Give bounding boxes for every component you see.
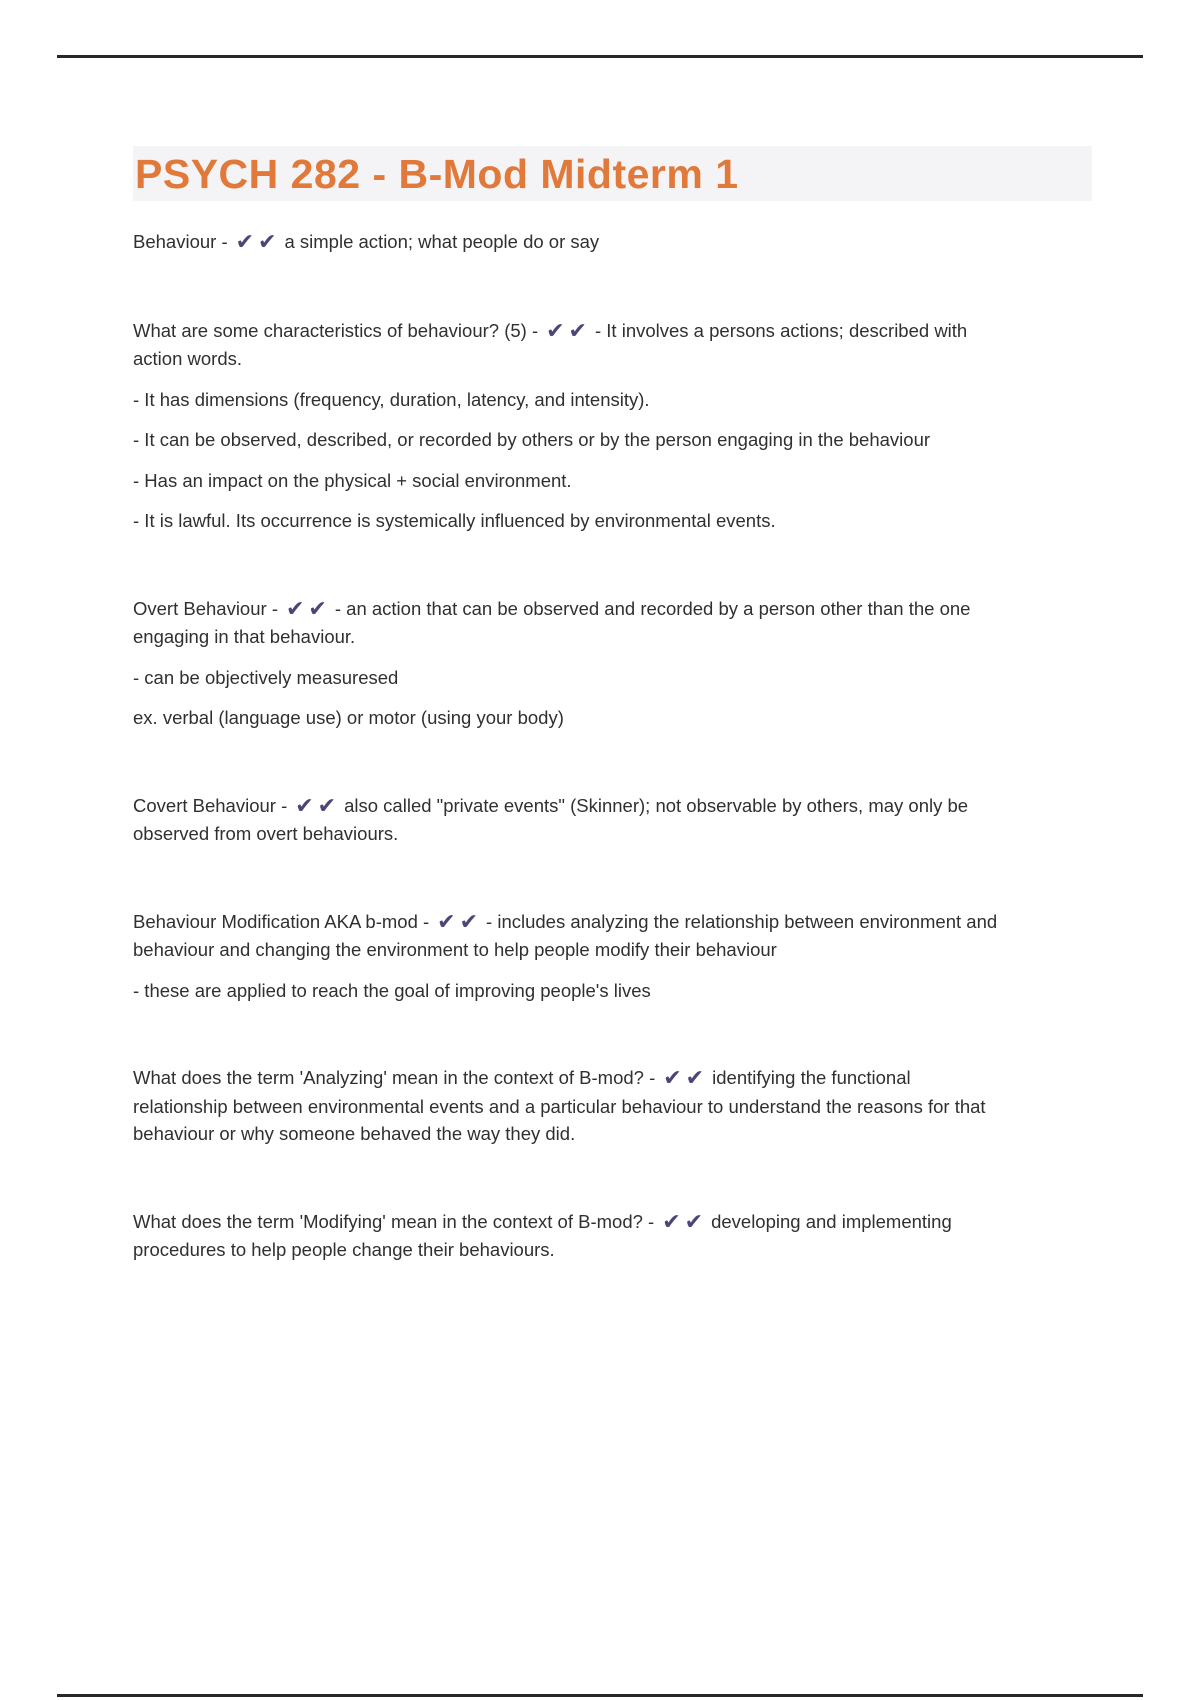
- answer-text: developing and implementing procedures to help people change their behaviours.: [133, 1210, 952, 1260]
- double-checkmark-icon: ✔✔: [662, 1209, 708, 1235]
- document-body: [133, 200, 1093, 1277]
- characteristic-item-dimensions: - It has dimensions (frequency, duration, latency, and intensity).: [133, 388, 650, 410]
- definition-text: - includes analyzing the relationship between environment and behaviour and changing the environment to help people modify their behaviour: [133, 910, 998, 960]
- double-checkmark-icon: ✔✔: [285, 596, 331, 622]
- flashcard-overt-behaviour: [133, 595, 1001, 651]
- term-text: Overt Behaviour -: [133, 597, 278, 619]
- question-text: What does the term 'Modifying' mean in the context of B-mod? -: [133, 1210, 655, 1232]
- definition-text: also called "private events" (Skinner); not observable by others, may only be observed from overt behaviours.: [133, 794, 969, 844]
- question-text: What does the term 'Analyzing' mean in the context of B-mod? -: [133, 1067, 656, 1088]
- double-checkmark-icon: ✔✔: [663, 1066, 709, 1091]
- characteristic-item-impact: - Has an impact on the physical + social environment.: [133, 469, 572, 491]
- flashcard-covert-behaviour: [133, 792, 1001, 848]
- flashcard-behaviour: [133, 228, 1001, 257]
- answer-text: identifying the functional relationship between environmental events and a particular behaviour to understand the reasons for that behaviour or why someone behaved the way they did.: [133, 1067, 986, 1144]
- title-bar: [133, 146, 1092, 201]
- bmod-note-goal: - these are applied to reach the goal of improving people's lives: [133, 979, 651, 1001]
- term-text: Covert Behaviour -: [133, 794, 288, 816]
- top-rule: [57, 55, 1143, 58]
- definition-text: a simple action; what people do or say: [284, 231, 600, 252]
- term-text: Behaviour -: [133, 231, 228, 252]
- term-text: Behaviour Modification AKA b-mod -: [133, 910, 430, 932]
- overt-note-measured: - can be objectively measuresed: [133, 666, 399, 688]
- double-checkmark-icon: ✔✔: [437, 909, 483, 935]
- flashcard-behaviour-modification: [133, 908, 1001, 964]
- bottom-rule: [57, 1694, 1143, 1697]
- characteristic-item-observed: - It can be observed, described, or recorded by others or by the person engaging in the behaviour: [133, 429, 931, 450]
- page-title: PSYCH 282 - B-Mod Midterm 1: [135, 151, 739, 197]
- definition-text: - an action that can be observed and recorded by a person other than the one engaging in that behaviour.: [133, 597, 971, 647]
- overt-example: ex. verbal (language use) or motor (using your body): [133, 707, 564, 728]
- double-checkmark-icon: ✔✔: [295, 793, 341, 819]
- question-text: What are some characteristics of behaviour? (5) -: [133, 319, 539, 341]
- answer-text: - It involves a persons actions; described with action words.: [133, 319, 968, 369]
- characteristic-item-lawful: - It is lawful. Its occurrence is systemically influenced by environmental events.: [133, 510, 776, 531]
- double-checkmark-icon: ✔✔: [235, 230, 281, 255]
- flashcard-characteristics: [133, 317, 1001, 373]
- flashcard-analyzing: [133, 1064, 1001, 1148]
- flashcard-modifying: [133, 1208, 1001, 1264]
- double-checkmark-icon: ✔✔: [546, 318, 591, 344]
